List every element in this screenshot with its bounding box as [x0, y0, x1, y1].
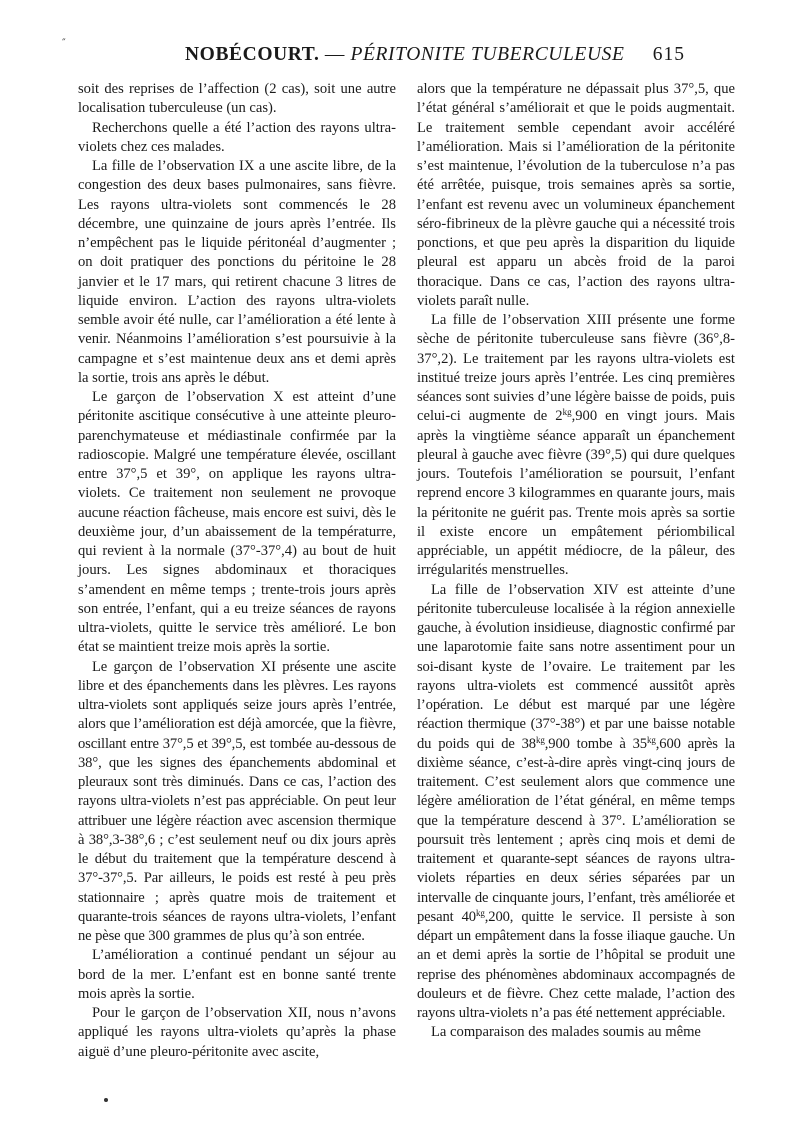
paragraph: soit des reprises de l’affection (2 cas), soit une autre localisation tuberculeuse (un cas). — [78, 81, 396, 117]
paragraph: L’amélioration a continué pendant un séjour au bord de la mer. L’enfant est en bonne santé trente mois après la sortie. — [78, 947, 396, 1002]
corner-mark: ″ — [62, 38, 66, 49]
left-column — [78, 80, 396, 1062]
paragraph: La fille de l’observation XIII présente une forme sèche de péritonite tuberculeuse sans fièvre (36°,8-37°,2). Le traitement par les rayons ultra-violets est institué treize jours après l’entrée. Les cinq premières séances sont suivies d’une légère baisse de poids, puis celui-ci augmente de $2^{kg},900$ en vingt jours. Mais après la vingtième séance apparaît un épanchement pleural à gauche avec fièvre (39°,5) qui dure quelques jours. Toutefois l’amélioration se poursuit, l’enfant reprend encore 3 kilogrammes en quarante jours, mais la péritonite ne guérit pas. Trente mois après sa sortie il existe encore un empâtement périombilical appréciable, un appétit médiocre, de la pâleur, des irrégularités menstruelles. — [417, 312, 735, 579]
header-author: NOBÉCOURT. — [185, 44, 320, 65]
paragraph: Recherchons quelle a été l’action des rayons ultra-violets chez ces malades. — [78, 119, 396, 155]
running-header — [185, 44, 685, 74]
bottom-dot — [104, 1098, 108, 1102]
paragraph: Le garçon de l’observation X est atteint d’une péritonite ascitique consécutive à une atteinte pleuro-parenchymateuse et médiastinale confirmée par la radioscopie. Malgré une température élevée, oscillant entre 37°,5 et 39°, on applique les rayons ultra-violets. Ce traitement non seulement ne provoque aucune réaction fâcheuse, mais encore est suivi, dès le deuxième jour, d’un abaissement de la températurre, qui revient à la normale (37°-37°,4) au bout de huit jours. Les signes abdominaux et thoraciques s’amendent en même temps ; trente-trois jours après son entrée, l’enfant, qui a eu treize séances de rayons ultra-violets, quitte le service très amélioré. Le bon état se maintient treize mois après la sortie. — [78, 389, 396, 656]
unit-superscript: kg — [535, 734, 545, 745]
paragraph: La fille de l’observation IX a une ascite libre, de la congestion des deux bases pulmonaires, sans fièvre. Les rayons ultra-violets sont commencés le 28 décembre, une quinzaine de jours après l’entrée. Ils n’empêchent pas le liquide péritonéal d’augmenter ; on doit pratiquer des ponctions du péritoine le 28 janvier et le 17 mars, qui retirent chacune 3 litres de liquide environ. L’action des rayons ultra-violets semble avoir été nulle, car l’amélioration a été lente à venir. Néanmoins l’amélioration s’est poursuivie à la campagne et s’est maintenue deux ans et demi après la sortie, trois ans après le début. — [78, 158, 396, 386]
unit-superscript: kg — [646, 734, 656, 745]
header-subject: PÉRITONITE TUBERCULEUSE — [350, 44, 625, 65]
page-number: 615 — [652, 44, 685, 65]
paragraph: La fille de l’observation XIV est atteinte d’une péritonite tuberculeuse localisée à la région annexielle gauche, à évolution insidieuse, diagnostic confirmé par une laparotomie faite sans notre assentiment pour un soi-disant kyste de l’ovaire. Le traitement par les rayons ultra-violets est commencé aussitôt après l’opération. Le début est marqué par une légère réaction thermique (37°-38°) et par une baisse notable du poids qui de $38^{kg},900$ tombe à $35^{kg},600$ après la dixième séance, c’est-à-dire après vingt-cinq jours de traitement. C’est seulement alors que commence une légère amélioration de l’état général, en même temps que la température descend à 37°. L’amélioration se poursuit très lentement ; après cinq mois et demi de traitement et quarante-sept séances de rayons ultra-violets réparties en deux séries séparées par un intervalle de cinquante jours, l’enfant, très améliorée et pesant $40^{kg},200$, quitte le service. Il persiste à son départ un empâtement dans la fosse iliaque gauche. Un an et demi après la sortie de l’hôpital se produit une reprise des phénomènes abdominaux accompagnés de douleurs et de fièvre. Chez cette malade, l’action des rayons ultra-violets n’a pas été nettement appréciable. — [417, 581, 736, 1021]
unit-superscript: kg — [562, 407, 572, 418]
paragraph: Le garçon de l’observation XI présente une ascite libre et des épanchements dans les plèvres. Les rayons ultra-violets sont appliqués seize jours après l’entrée, alors que l’amélioration est déjà amorcée, que la fièvre, oscillant entre 37°,5 et 39°,5, est tombée au-dessous de 38°, que les signes des épanchements abdominal et pleuraux sont très diminués. Dans ce cas, l’action des rayons ultra-violets n’est pas appréciable. On peut leur attribuer une légère réaction avec ascension thermique à 38°,3-38°,6 ; c’est seulement neuf ou dix jours après le début du traitement que la température descend à 37°-37°,5. Par ailleurs, le poids est resté à peu près stationnaire ; après quatre mois de traitement et quarante-trois séances de rayons ultra-violets, l’enfant ne pèse que 300 grammes de plus qu’à son entrée. — [78, 658, 396, 944]
unit-superscript: kg — [475, 907, 485, 918]
running-title — [185, 44, 624, 66]
paragraph: alors que la température ne dépassait plus 37°,5, que l’état général s’améliorait et que le poids augmentait. Le traitement semble cependant avoir accéléré l’amélioration. Mais si l’amélioration de la péritonite s’est maintenue, l’évolution de la tuberculose n’a pas été arrêtée, puisque, trois semaines après sa sortie, l’enfant est revenu avec un volumineux épanchement séro-fibrineux de la plèvre gauche qui a nécessité trois ponctions, et que peu après la disparition du liquide pleural est apparu un abcès froid de la paroi thoracique. Dans ce cas, l’action des rayons ultra-violets paraît nulle. — [417, 81, 735, 309]
paragraph: Pour le garçon de l’observation XII, nous n’avons appliqué les rayons ultra-violets qu’après la phase aiguë d’une pleuro-péritonite avec ascite, — [78, 1005, 396, 1060]
header-separator: — — [319, 44, 351, 65]
paragraph: La comparaison des malades soumis au même — [431, 1024, 701, 1041]
right-column — [417, 80, 735, 1043]
